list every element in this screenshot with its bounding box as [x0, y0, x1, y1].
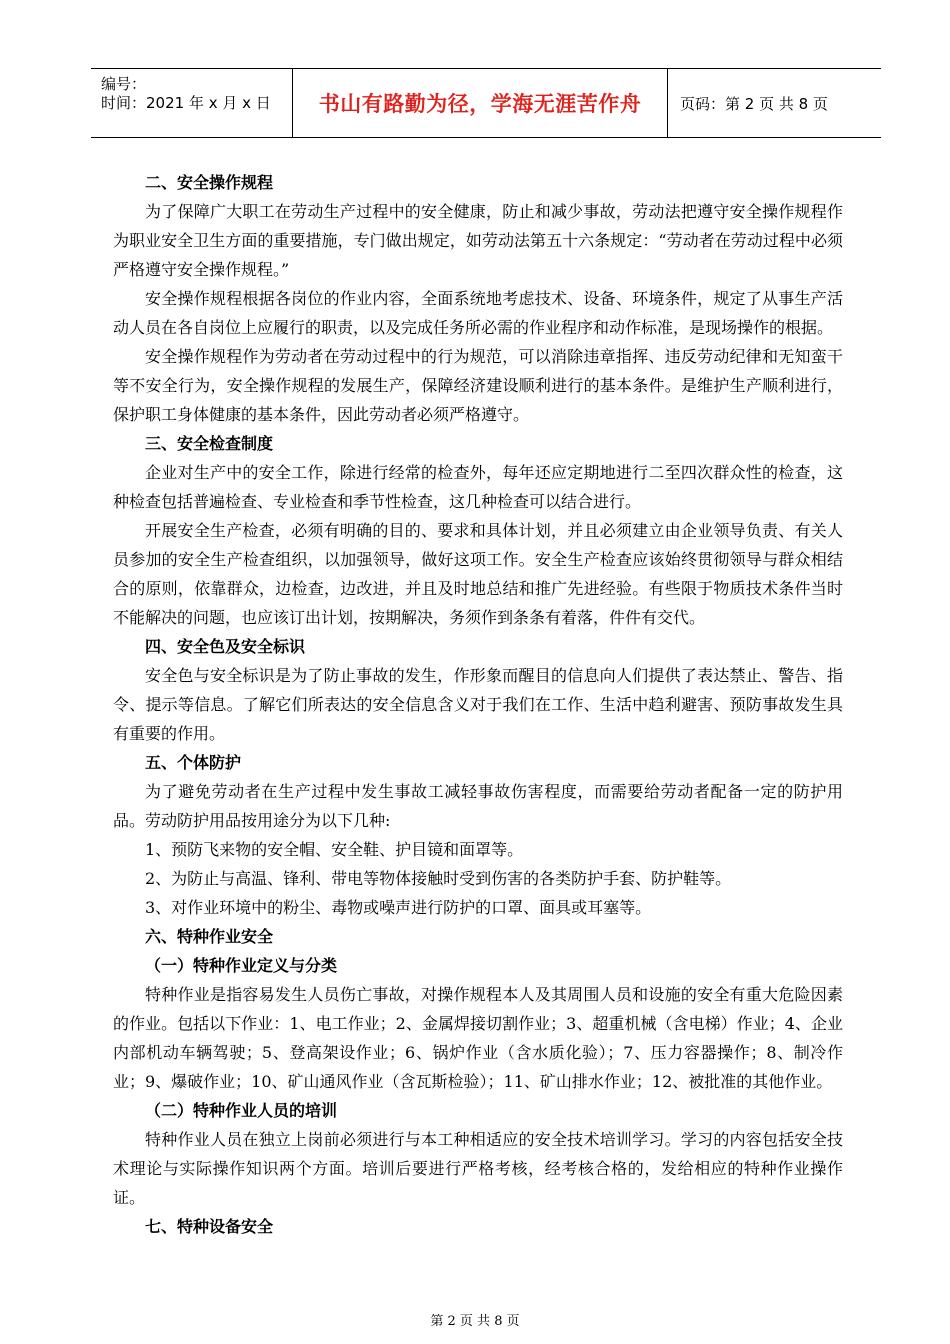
paragraph: 为了避免劳动者在生产过程中发生事故工减轻事故伤害程度，而需要给劳动者配备一定的防护用品。劳动防护用品按用途分为以下几种: [113, 782, 843, 830]
paragraph: 2、为防止与高温、锋利、带电等物体接触时受到伤害的各类防护手套、防护鞋等。 [145, 869, 732, 888]
paragraph: 安全色与安全标识是为了防止事故的发生，作形象而醒目的信息向人们提供了表达禁止、警告、指令、提示等信息。了解它们所表达的安全信息含义对于我们在工作、生活中趋利避害、预防事故发生具有重要的作用。 [113, 666, 843, 743]
section-heading: 二、安全操作规程 [145, 173, 274, 192]
header-page-info: 页码：第 2 页 共 8 页 [680, 94, 828, 113]
section-heading: 三、安全检查制度 [145, 434, 274, 453]
section-heading: 四、安全色及安全标识 [145, 637, 306, 656]
paragraph: 特种作业人员在独立上岗前必须进行与本工种相适应的安全技术培训学习。学习的内容包括安全技术理论与实际操作知识两个方面。培训后要进行严格考核，经考核合格的，发给相应的特种作业操作证。 [113, 1130, 843, 1207]
subsection-heading: （一）特种作业定义与分类 [145, 956, 338, 975]
paragraph: 1、预防飞来物的安全帽、安全鞋、护目镜和面罩等。 [145, 840, 524, 859]
paragraph: 企业对生产中的安全工作，除进行经常的检查外，每年还应定期地进行二至四次群众性的检查，这种检查包括普遍检查、专业检查和季节性检查，这几种检查可以结合进行。 [113, 463, 843, 511]
header-time-label: 时间：2021 年 x 月 x 日 [101, 94, 271, 112]
section-heading: 五、个体防护 [145, 753, 242, 772]
paragraph: 为了保障广大职工在劳动生产过程中的安全健康，防止和减少事故，劳动法把遵守安全操作规程作为职业安全卫生方面的重要措施，专门做出规定，如劳动法第五十六条规定：“劳动者在劳动过程中必须严格遵守安全操作规程。” [113, 202, 843, 279]
paragraph: 开展安全生产检查，必须有明确的目的、要求和具体计划，并且必须建立由企业领导负责、有关人员参加的安全生产检查组织，以加强领导，做好这项工作。安全生产检查应该始终贯彻领导与群众相结合的原则，依靠群众，边检查，边改进，并且及时地总结和推广先进经验。有些限于物质技术条件当时不能解决的问题，也应该订出计划，按期解决，务须作到条条有着落，件件有交代。 [113, 521, 843, 627]
header-motto-cell [293, 69, 668, 137]
header-number-label: 编号： [101, 75, 147, 93]
section-heading: 七、特种设备安全 [145, 1217, 274, 1236]
paragraph: 特种作业是指容易发生人员伤亡事故，对操作规程本人及其周围人员和设施的安全有重大危险因素的作业。包括以下作业：1、电工作业；2、金属焊接切割作业；3、超重机械（含电梯）作业；4、企业内部机动车辆驾驶；5、登高架设作业；6、锅炉作业（含水质化验）；7、压力容器操作；8、制冷作业；9、爆破作业；10、矿山通风作业（含瓦斯检验）；11、矿山排水作业；12、被批准的其他作业。 [113, 985, 843, 1091]
page-footer: 第 2 页 共 8 页 [430, 1314, 520, 1329]
header-motto: 书山有路勤为径，学海无涯苦作舟 [318, 92, 642, 116]
subsection-heading: （二）特种作业人员的培训 [145, 1101, 338, 1120]
document-body [113, 168, 843, 1241]
paragraph: 安全操作规程作为劳动者在劳动过程中的行为规范，可以消除违章指挥、违反劳动纪律和无知蛮干等不安全行为，安全操作规程的发展生产，保障经济建设顺利进行的基本条件。是维护生产顺利进行，保护职工身体健康的基本条件，因此劳动者必须严格遵守。 [113, 347, 843, 424]
page-header [91, 68, 881, 138]
paragraph: 安全操作规程根据各岗位的作业内容，全面系统地考虑技术、设备、环境条件，规定了从事生产活动人员在各自岗位上应履行的职责，以及完成任务所必需的作业程序和动作标准，是现场操作的根据。 [113, 289, 843, 337]
header-meta [91, 69, 293, 137]
section-heading: 六、特种作业安全 [145, 927, 274, 946]
paragraph: 3、对作业环境中的粉尘、毒物或噪声进行防护的口罩、面具或耳塞等。 [145, 898, 652, 917]
